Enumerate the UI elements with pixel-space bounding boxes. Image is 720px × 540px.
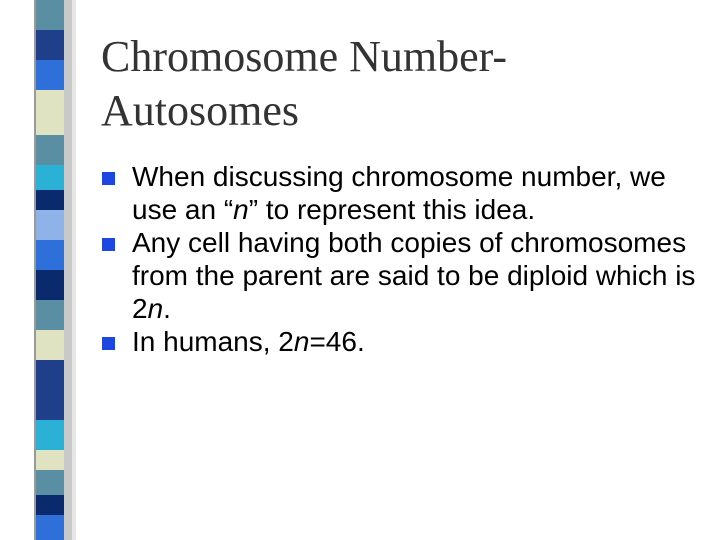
bullet-item: [100, 160, 700, 226]
bullet-text: ” to represent this idea.: [248, 194, 536, 225]
stripe-block: [36, 190, 64, 210]
bullet-list: [100, 160, 700, 358]
bullet-italic: n: [293, 326, 310, 357]
stripe-block: [36, 240, 64, 270]
stripe-block: [36, 495, 64, 515]
stripe-shadow: [64, 0, 72, 540]
bullet-text: =46.: [309, 326, 365, 357]
stripe-block: [36, 420, 64, 450]
stripe-block: [36, 165, 64, 190]
title-line: Chromosome Number-: [101, 32, 508, 81]
stripe-block: [36, 360, 64, 420]
stripe-block: [36, 90, 64, 135]
stripe-block: [36, 270, 64, 300]
stripe-block: [36, 470, 64, 495]
bullet-item: [100, 325, 700, 358]
bullet-italic: n: [233, 194, 249, 225]
bullet-text: In humans, 2: [132, 326, 294, 357]
slide-title: [101, 30, 681, 138]
square-bullet-icon: [102, 337, 115, 350]
title-line: Autosomes: [101, 86, 299, 135]
square-bullet-icon: [102, 238, 115, 251]
stripe-block: [36, 135, 64, 165]
bullet-text: Any cell having both copies of chromosomes from the parent are said to be diploid which is 2: [132, 227, 696, 324]
stripe-block: [36, 0, 64, 30]
stripe-block: [36, 30, 64, 60]
bullet-text: .: [163, 293, 171, 324]
bullet-item: [100, 226, 700, 325]
bullet-text: When discussing chromosome number, we use an “: [132, 161, 666, 225]
square-bullet-icon: [102, 172, 115, 185]
stripe-block: [36, 60, 64, 90]
bullet-italic: n: [147, 293, 164, 324]
stripe-block: [36, 450, 64, 470]
stripe-block: [36, 300, 64, 330]
decorative-stripe: [0, 0, 82, 540]
stripe-block: [36, 330, 64, 360]
stripe-shadow: [72, 0, 76, 540]
stripe-block: [36, 210, 64, 240]
stripe-block: [36, 515, 64, 540]
